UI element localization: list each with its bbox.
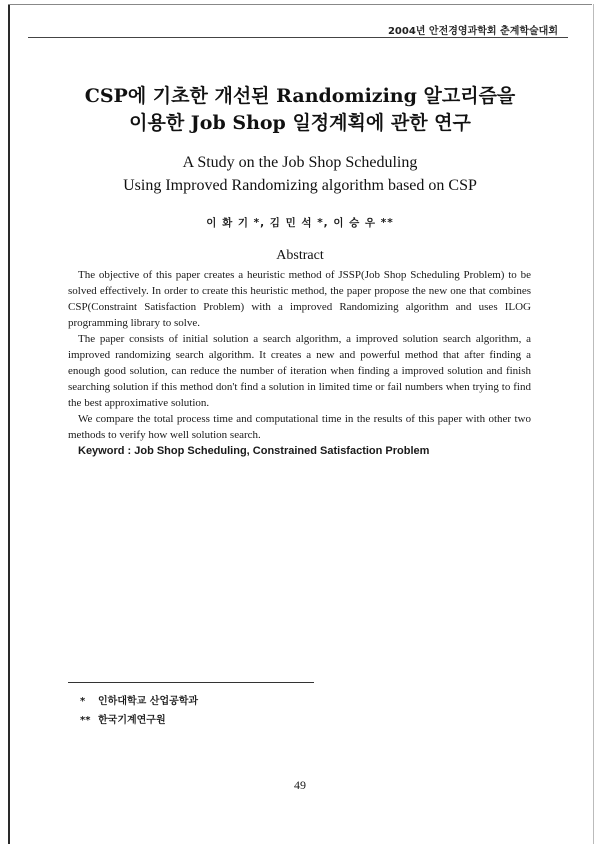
abstract-body <box>68 267 531 459</box>
korean-title-line-2: 이용한 Job Shop 일정계획에 관한 연구 <box>129 112 471 134</box>
abstract-heading: Abstract <box>276 248 324 263</box>
english-title <box>40 151 560 197</box>
scan-border-left <box>8 4 10 844</box>
footnote-2 <box>80 711 198 730</box>
scan-border-top <box>8 4 592 5</box>
footnote-rule <box>68 682 314 683</box>
page-number: 49 <box>294 778 306 792</box>
korean-title-line-1: CSP에 기초한 개선된 Randomizing 알고리즘을 <box>84 85 516 107</box>
keyword-line: Keyword : Job Shop Scheduling, Constrained Satisfaction Problem <box>78 445 430 457</box>
footnote-2-text: 한국기계연구원 <box>98 715 166 726</box>
abstract-paragraph-2: The paper consists of initial solution a search algorithm, a improved solution search algorithm, a improved randomizing search algorithm. It creates a new and powerful method that after finding a enough good solution, can reduce the number of iteration when finding a improved solution and finish searching solution if this method don't find a solution in limited time or fail numbers when trying to find the best approximative solution. <box>68 333 531 409</box>
footnote-2-mark: ** <box>80 715 91 726</box>
footnotes <box>80 692 198 730</box>
abstract-paragraph-3: We compare the total process time and computational time in the results of this paper with other two methods to verify how well solution search. <box>68 413 531 441</box>
scan-border-right <box>593 4 594 844</box>
footnote-1-mark: * <box>80 696 86 707</box>
english-title-line-2: Using Improved Randomizing algorithm based on CSP <box>123 177 477 194</box>
english-title-line-1: A Study on the Job Shop Scheduling <box>182 154 418 171</box>
footnote-1 <box>80 692 198 711</box>
abstract-paragraph-1: The objective of this paper creates a heuristic method of JSSP(Job Shop Scheduling Problem) to be solved effectively. In order to create this heuristic method, the paper propose the new one that combines CSP(Constraint Satisfaction Problem) with a improved Randomizing algorithm and uses ILOG programming library to solve. <box>68 269 531 329</box>
korean-title <box>40 83 560 137</box>
conference-header: 2004년 안전경영과학회 춘계학술대회 <box>387 26 558 37</box>
author-list: 이 화 기 *, 김 민 석 *, 이 승 우 ** <box>206 217 394 229</box>
footnote-1-text: 인하대학교 산업공학과 <box>98 696 199 707</box>
header-rule <box>28 37 568 38</box>
